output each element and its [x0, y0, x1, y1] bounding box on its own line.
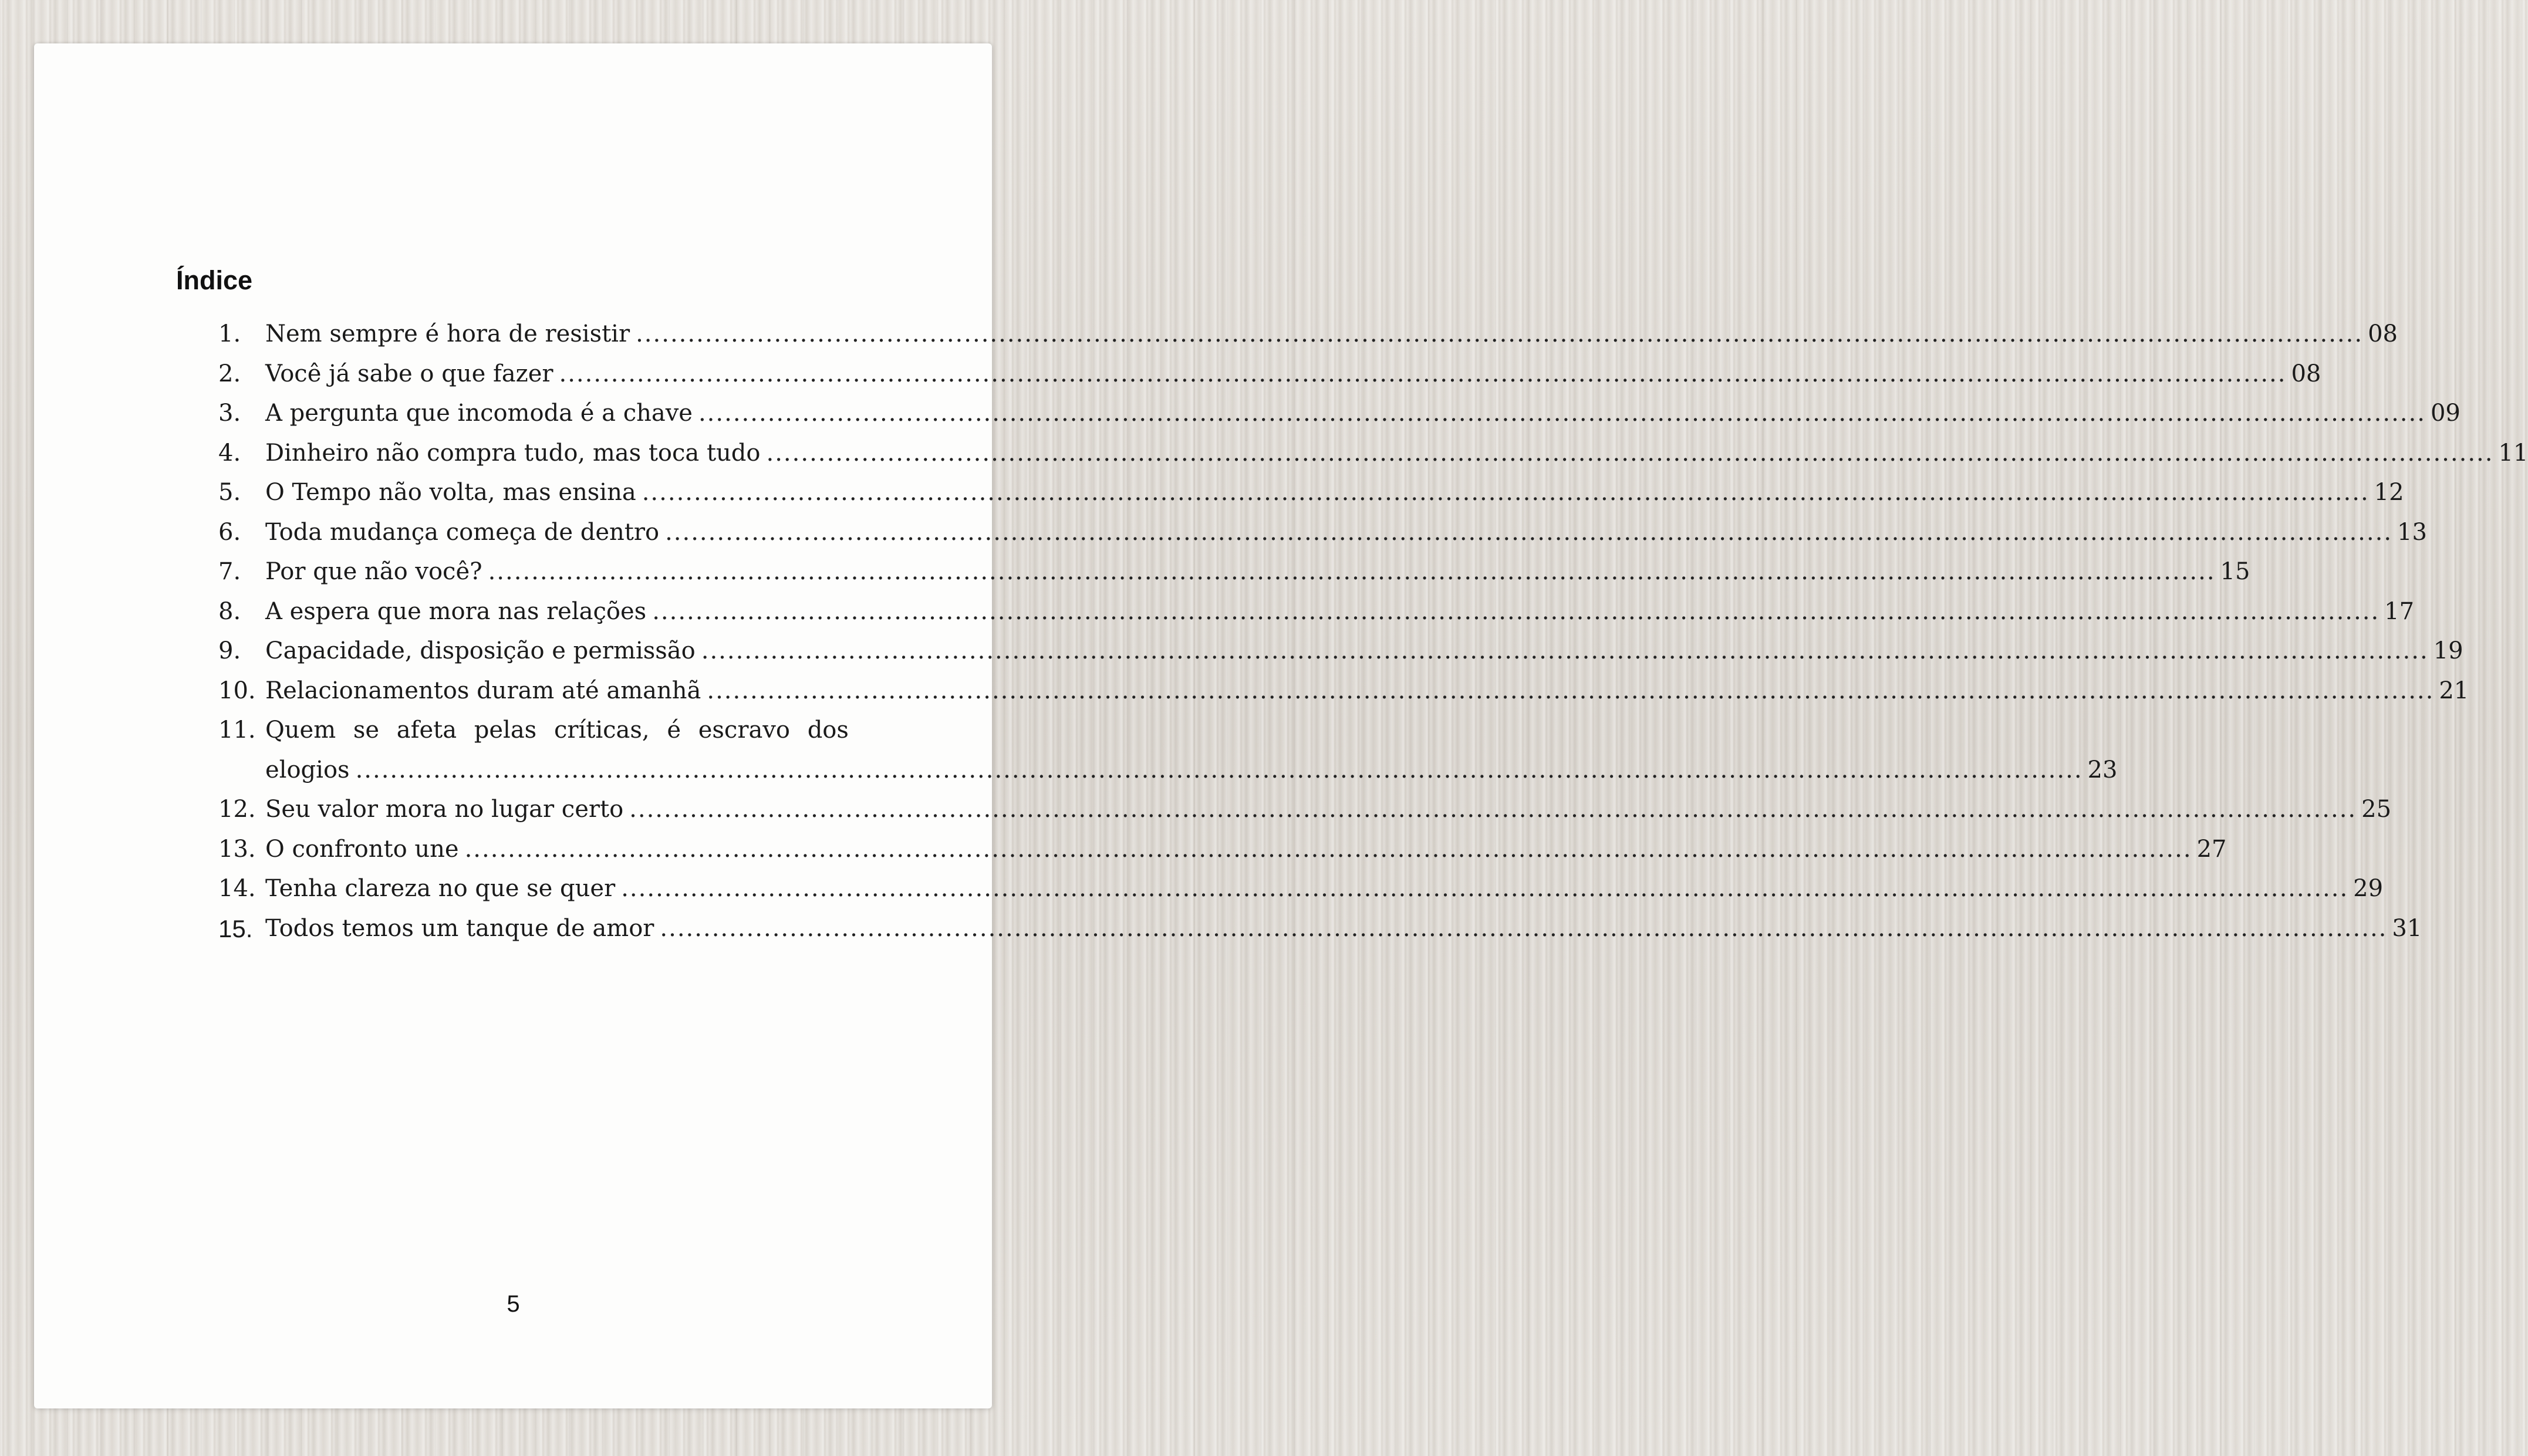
dot-leader: ........................................................................................................................................................................................................ [355, 756, 2083, 783]
toc-entry-number: 1. [218, 320, 241, 347]
toc-entry-number: 5. [218, 479, 241, 506]
table-of-contents [218, 315, 2528, 948]
page-heading: Índice [176, 265, 253, 295]
toc-entry-page: 23 [2087, 756, 2118, 783]
toc-entry [218, 592, 2415, 632]
dot-leader: ........................................................................................................................................................................................................ [707, 677, 2435, 704]
toc-entry [218, 869, 2384, 909]
dot-leader: ........................................................................................................................................................................................................ [665, 518, 2393, 546]
dot-leader: ........................................................................................................................................................................................................ [559, 360, 2287, 387]
toc-entry-number: 9. [218, 637, 241, 664]
toc-entry-title: Dinheiro não compra tudo, mas toca tudo [265, 439, 761, 467]
toc-entry-number: 13. [218, 835, 256, 863]
toc-entry-page: 08 [2368, 320, 2398, 347]
dot-leader: ........................................................................................................................................................................................................ [464, 835, 2192, 863]
toc-entry-title-word: escravo [698, 717, 790, 744]
toc-entry-number: 15. [218, 914, 253, 942]
toc-entry-title: O confronto une [265, 835, 459, 863]
toc-entry-number: 6. [218, 518, 241, 546]
dot-leader: ........................................................................................................................................................................................................ [488, 558, 2216, 585]
toc-entry [218, 434, 2528, 474]
toc-entry-page: 25 [2361, 796, 2392, 823]
toc-entry [218, 513, 2427, 553]
toc-entry-page: 27 [2196, 835, 2227, 863]
dot-leader: ........................................................................................................................................................................................................ [701, 637, 2429, 664]
dot-leader: ........................................................................................................................................................................................................ [698, 400, 2426, 427]
toc-entry-number: 14. [218, 875, 256, 902]
toc-entry-title-word: dos [807, 717, 849, 744]
toc-entry-title: Por que não você? [265, 558, 482, 585]
toc-entry-title: Você já sabe o que fazer [265, 360, 553, 387]
dot-leader: ........................................................................................................................................................................................................ [621, 875, 2349, 902]
toc-entry-title: Nem sempre é hora de resistir [265, 320, 630, 347]
toc-entry-page: 11 [2498, 439, 2528, 467]
toc-entry-title-word: pelas [474, 717, 537, 744]
toc-entry [218, 394, 2461, 434]
toc-entry-title-word: é [667, 717, 681, 744]
toc-entry-title: Tenha clareza no que se quer [265, 875, 616, 902]
toc-entry [218, 354, 2321, 394]
toc-entry [218, 711, 2118, 790]
toc-entry-title-word: Quem [265, 717, 336, 744]
toc-entry-page: 19 [2433, 637, 2463, 664]
toc-entry-title: A pergunta que incomoda é a chave [265, 400, 693, 427]
dot-leader: ........................................................................................................................................................................................................ [642, 479, 2370, 506]
toc-entry-number: 7. [218, 558, 241, 585]
toc-entry-number: 10. [218, 677, 256, 704]
toc-entry [218, 315, 2398, 354]
toc-entry-page: 21 [2439, 677, 2469, 704]
toc-entry [218, 631, 2463, 671]
toc-entry [218, 473, 2404, 513]
dot-leader: ........................................................................................................................................................................................................ [652, 597, 2380, 625]
page-number: 5 [507, 1291, 520, 1317]
toc-entry-title-continuation: elogios [265, 756, 350, 783]
toc-entry-number: 2. [218, 360, 241, 387]
toc-entry-number: 11. [218, 717, 256, 744]
toc-entry [218, 790, 2392, 830]
dot-leader: ........................................................................................................................................................................................................ [766, 439, 2494, 467]
toc-entry-title: O Tempo não volta, mas ensina [265, 479, 636, 506]
toc-entry-number: 8. [218, 597, 241, 625]
toc-entry-title: Seu valor mora no lugar certo [265, 796, 624, 823]
toc-entry [218, 830, 2227, 870]
toc-entry [218, 671, 2469, 711]
dot-leader: ........................................................................................................................................................................................................ [660, 914, 2388, 942]
toc-entry-title-word: críticas, [553, 717, 650, 744]
toc-entry-number: 12. [218, 796, 256, 823]
toc-entry-page: 17 [2384, 597, 2415, 625]
toc-entry-title-word: se [353, 717, 380, 744]
toc-entry-title: Capacidade, disposição e permissão [265, 637, 696, 664]
toc-entry-title-line [265, 711, 849, 751]
toc-entry [218, 552, 2250, 592]
dot-leader: ........................................................................................................................................................................................................ [636, 320, 2364, 347]
dot-leader: ........................................................................................................................................................................................................ [629, 796, 2357, 823]
toc-entry-page: 31 [2392, 914, 2422, 942]
toc-entry-page: 29 [2353, 875, 2384, 902]
toc-entry-page: 13 [2397, 518, 2427, 546]
toc-entry-title: Toda mudança começa de dentro [265, 518, 660, 546]
toc-entry-number: 3. [218, 400, 241, 427]
toc-entry-page: 08 [2291, 360, 2321, 387]
toc-entry-page: 12 [2374, 479, 2404, 506]
toc-entry-title: A espera que mora nas relações [265, 597, 647, 625]
toc-entry-page: 09 [2430, 400, 2461, 427]
toc-entry-title: Relacionamentos duram até amanhã [265, 677, 701, 704]
toc-entry [218, 909, 2422, 949]
toc-entry-page: 15 [2220, 558, 2250, 585]
toc-entry-title: Todos temos um tanque de amor [265, 914, 654, 942]
toc-entry-title-word: afeta [396, 717, 457, 744]
toc-entry-number: 4. [218, 439, 241, 467]
